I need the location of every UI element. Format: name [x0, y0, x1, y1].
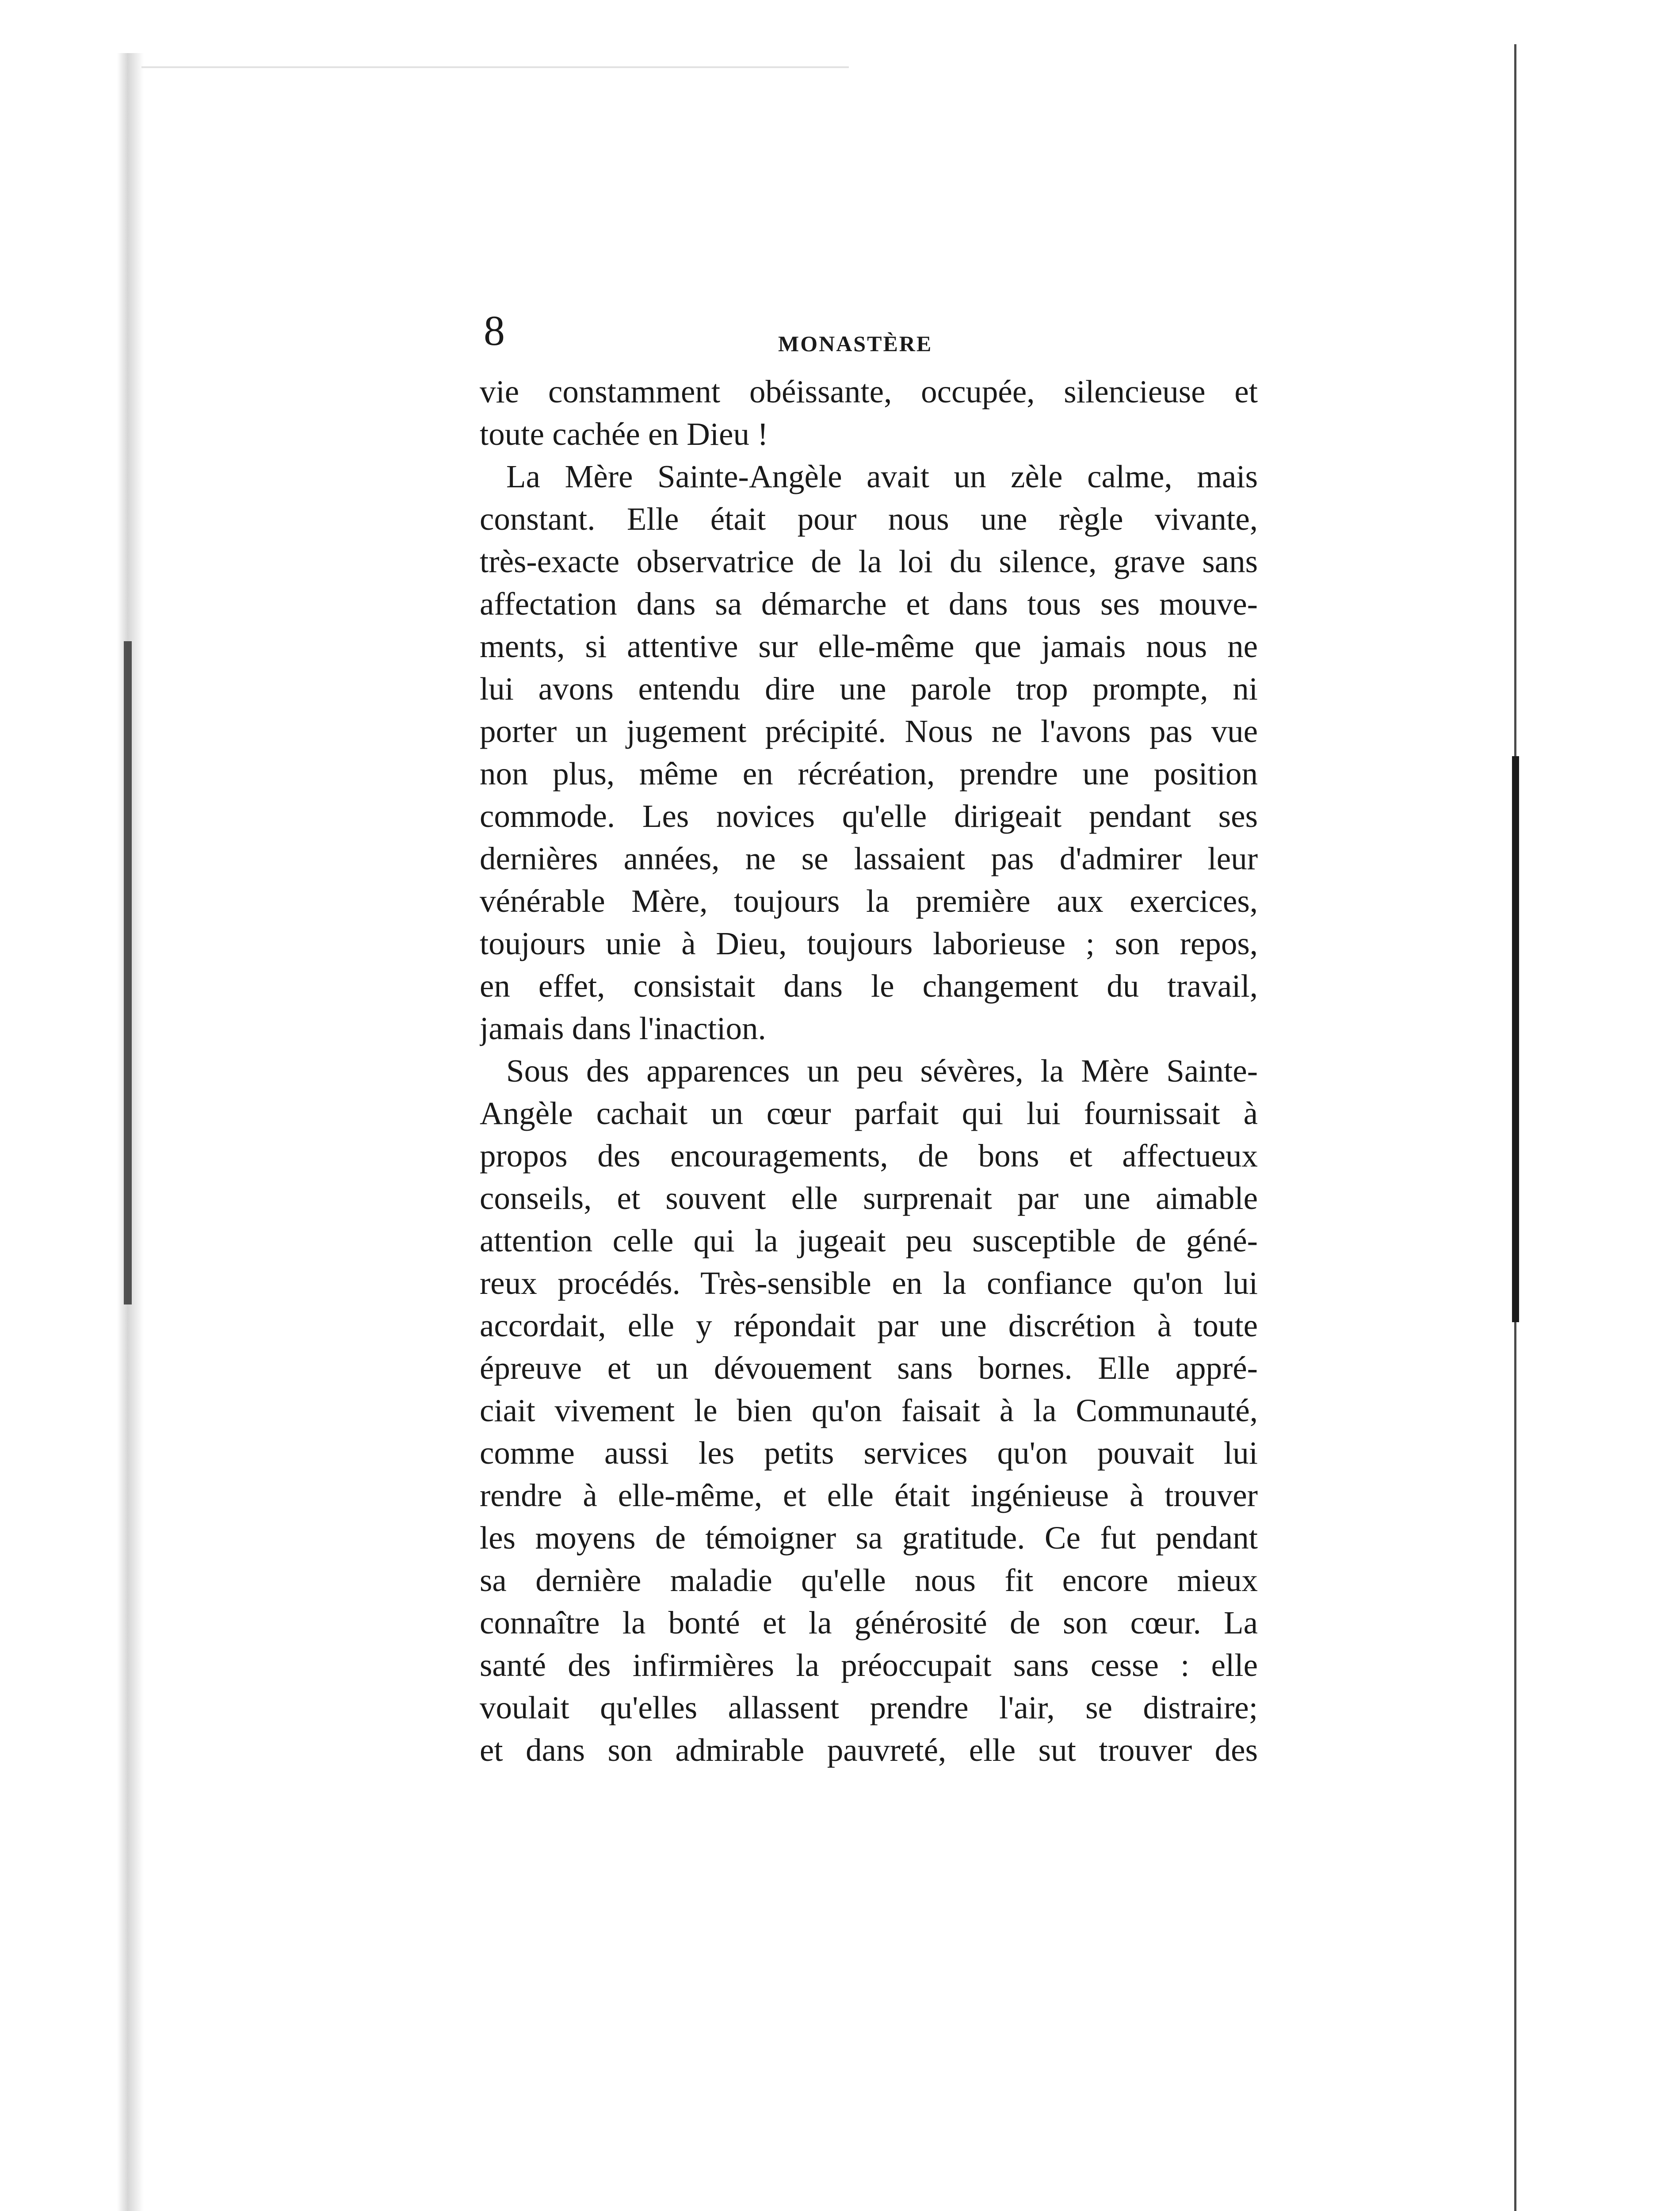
text-line: ments, si attentive sur elle-même que jamais nous ne [480, 628, 1258, 664]
text-line: rendre à elle-même, et elle était ingénieuse à trouver [480, 1477, 1258, 1513]
text-line: porter un jugement précipité. Nous ne l'avons pas vue [480, 713, 1258, 749]
text-line: non plus, même en récréation, prendre une position [480, 756, 1258, 792]
text-line: toute cachée en Dieu ! [480, 416, 768, 452]
text-line: ciait vivement le bien qu'on faisait à la Communauté, [480, 1392, 1258, 1428]
text-line: épreuve et un dévouement sans bornes. Elle appré- [480, 1350, 1258, 1386]
text-line: comme aussi les petits services qu'on pouvait lui [480, 1435, 1258, 1471]
page-number: 8 [484, 307, 505, 354]
text-line: attention celle qui la jugeait peu susceptible de géné- [480, 1223, 1258, 1259]
scan-top-edge [141, 66, 849, 68]
text-line: toujours unie à Dieu, toujours laborieuse ; son repos, [480, 926, 1258, 961]
text-line: connaître la bonté et la générosité de son cœur. La [480, 1605, 1258, 1641]
body-text [480, 371, 1258, 1771]
running-title: MONASTÈRE [778, 331, 933, 356]
text-line: Angèle cachait un cœur parfait qui lui fournissait à [480, 1095, 1258, 1131]
text-line: reux procédés. Très-sensible en la confiance qu'on lui [480, 1265, 1258, 1301]
text-line: jamais dans l'inaction. [480, 1010, 766, 1046]
text-line: et dans son admirable pauvreté, elle sut trouver des [480, 1732, 1258, 1768]
text-line: vénérable Mère, toujours la première aux exercices, [480, 883, 1258, 919]
text-line: accordait, elle y répondait par une discrétion à toute [480, 1308, 1258, 1343]
text-line: sa dernière maladie qu'elle nous fit encore mieux [480, 1562, 1258, 1598]
text-line: La Mère Sainte-Angèle avait un zèle calme, mais [506, 459, 1258, 494]
text-line: conseils, et souvent elle surprenait par une aimable [480, 1180, 1258, 1216]
text-line: propos des encouragements, de bons et affectueux [480, 1138, 1258, 1174]
text-line: constant. Elle était pour nous une règle vivante, [480, 501, 1258, 537]
scan-right-edge-dark [1512, 756, 1519, 1322]
text-line: santé des infirmières la préoccupait sans cesse : elle [480, 1647, 1258, 1683]
text-line: affectation dans sa démarche et dans tous ses mouve- [480, 586, 1258, 622]
text-line: lui avons entendu dire une parole trop prompte, ni [480, 671, 1258, 707]
text-line: en effet, consistait dans le changement du travail, [480, 968, 1258, 1004]
text-line: vie constamment obéissante, occupée, silencieuse et [480, 374, 1258, 409]
scan-binding-shadow [124, 641, 132, 1304]
text-line: commode. Les novices qu'elle dirigeait pendant ses [480, 798, 1258, 834]
text-line: dernières années, ne se lassaient pas d'admirer leur [480, 841, 1258, 876]
text-line: Sous des apparences un peu sévères, la Mère Sainte- [506, 1053, 1258, 1089]
text-line: très-exacte observatrice de la loi du silence, grave sans [480, 543, 1258, 579]
text-line: les moyens de témoigner sa gratitude. Ce fut pendant [480, 1520, 1258, 1556]
text-line: voulait qu'elles allassent prendre l'air, se distraire; [480, 1690, 1258, 1725]
